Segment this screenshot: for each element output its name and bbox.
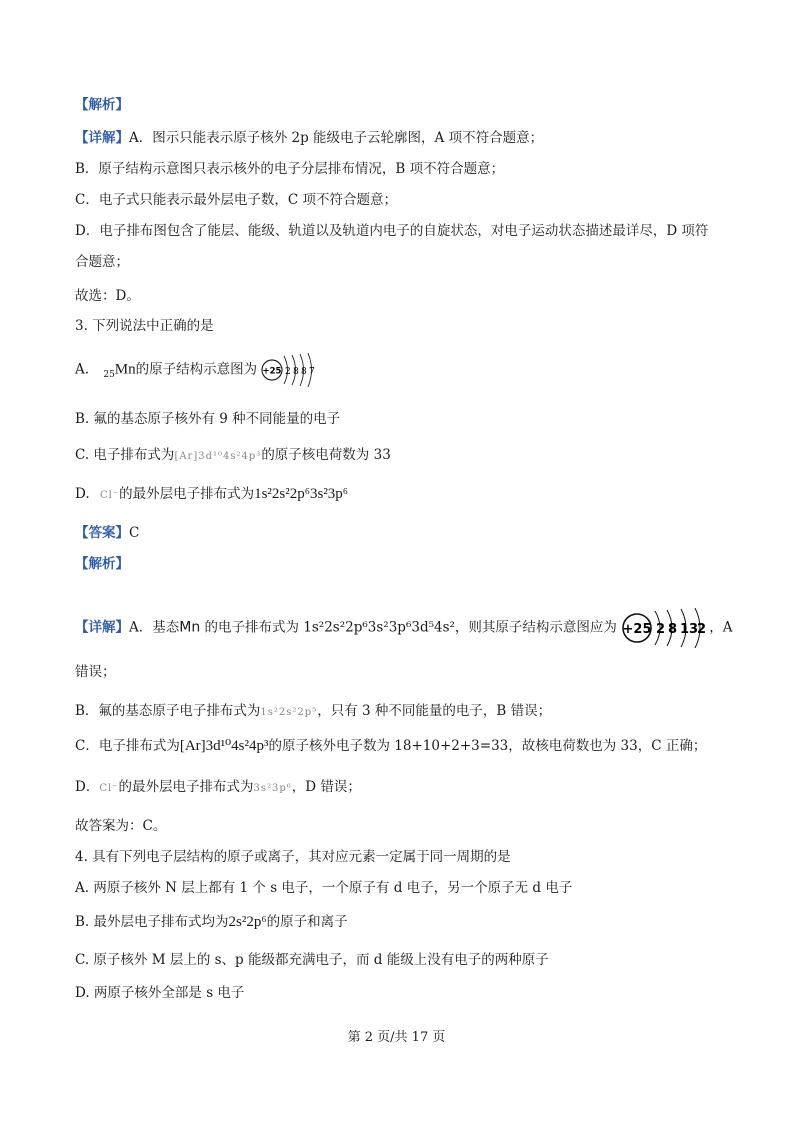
q3-a-shell-3: 8 xyxy=(301,367,308,377)
q3-detail-shell-4: 2 xyxy=(697,622,707,637)
q3-analysis-heading: 【解析】 xyxy=(75,556,129,572)
q3-detail-b xyxy=(75,701,551,723)
q3-detail-c-config-ar: [Ar] xyxy=(179,738,206,754)
q3-detail-d-text3: ，D 错误； xyxy=(291,779,361,795)
q3-detail-c-text1: C．电子排布式为 xyxy=(75,738,180,754)
q3-answer-value: C xyxy=(129,525,140,541)
q3-detail-a-end: ，A xyxy=(709,619,733,636)
q3-c-prefix: C. 电子排布式为 xyxy=(75,447,175,463)
q3-detail-a xyxy=(75,608,732,648)
detail-a xyxy=(75,128,543,148)
q3-detail-b-text2: ，只有 3 种不同能量的电子，B 错误； xyxy=(317,703,552,719)
detail-a-text: A．图示只能表示原子核外 2p 能级电子云轮廓图，A 项不符合题意； xyxy=(129,130,544,146)
q3-option-c xyxy=(75,445,391,467)
q3-detail-d xyxy=(75,777,361,799)
q4-b-suffix: 的原子和离子 xyxy=(266,914,348,930)
detail-conclusion: 故选：D。 xyxy=(75,288,140,304)
q3-c-config: [Ar]3d¹⁰4s²4p³ xyxy=(174,451,262,462)
q3-detail-shell-3: 13 xyxy=(680,622,699,637)
q3-a-shell-4: 7 xyxy=(309,367,316,377)
q3-a-prefix: A. xyxy=(75,361,90,378)
q3-detail-d-text2: 的最外层电子排布式为 xyxy=(118,779,254,795)
q3-answer xyxy=(75,523,139,543)
q4-option-c: C. 原子核外 M 层上的 s、p 能级都充满电子，而 d 能级上没有电子的两种原子 xyxy=(75,952,549,968)
q3-detail-a-wrong: 错误； xyxy=(75,664,116,680)
q3-detail-b-config: 1s²2s²2p⁵ xyxy=(260,707,318,718)
q3-detail-tag: 【详解】 xyxy=(75,619,129,636)
q3-a-shell-2: 8 xyxy=(293,367,300,377)
q3-conclusion: 故答案为：C。 xyxy=(75,818,167,834)
q3-detail-a-element: Mn xyxy=(179,619,201,636)
detail-tag: 【详解】 xyxy=(75,130,129,146)
q3-option-b: B. 氟的基态原子核外有 9 种不同能量的电子 xyxy=(75,411,341,427)
q3-stem: 3. 下列说法中正确的是 xyxy=(75,318,214,334)
q3-detail-c xyxy=(75,736,706,756)
q3-option-a xyxy=(75,352,323,388)
detail-c: C．电子式只能表示最外层电子数，C 项不符合题意； xyxy=(75,192,397,208)
q3-option-d xyxy=(75,484,348,506)
analysis-heading: 【解析】 xyxy=(75,97,129,113)
q3-c-suffix: 的原子核电荷数为 33 xyxy=(261,447,391,463)
q3-d-ion: Cl⁻ xyxy=(99,490,120,501)
page-footer: 第 2 页/共 17 页 xyxy=(347,1030,446,1045)
q3-answer-tag: 【答案】 xyxy=(75,525,129,541)
q4-option-b xyxy=(75,912,348,932)
q4-stem: 4. 具有下列电子层结构的原子或离子，其对应元素一定属于同一周期的是 xyxy=(75,849,511,865)
detail-d-line1: D．电子排布图包含了能层、能级、轨道以及轨道内电子的自旋状态，对电子运动状态描述最详尽，D 项符 xyxy=(75,223,709,239)
q3-detail-b-text1: B．氟的基态原子电子排布式为 xyxy=(75,703,261,719)
q3-detail-d-ion: Cl⁻ xyxy=(99,783,119,794)
q4-b-config: 2s²2p⁶ xyxy=(228,914,267,930)
q3-a-shell-1: 2 xyxy=(285,367,292,377)
q3-detail-c-text2: 的原子核外电子数为 18+10+2+3=33，故核电荷数也为 33，C 正确； xyxy=(268,738,707,754)
q3-d-prefix: D. xyxy=(75,486,90,502)
q4-b-prefix: B. 最外层电子排布式均为 xyxy=(75,914,229,930)
q3-detail-d-config: 3s²3p⁶ xyxy=(253,783,292,794)
q3-detail-shell-2: 8 xyxy=(668,622,678,637)
q3-detail-shell-1: 2 xyxy=(656,622,666,637)
q3-detail-a-text2: 的电子排布式为 1s²2s²2p⁶3s²3p⁶3d⁵4s²，则其原子结构示意图应为 xyxy=(204,619,617,636)
q3-detail-d-text1: D． xyxy=(75,779,100,795)
q3-a-element: Mn xyxy=(114,361,136,378)
q3-a-text: 的原子结构示意图为 xyxy=(135,361,258,378)
q3-detail-c-config-rest: 3d¹⁰4s²4p³ xyxy=(205,738,269,754)
q4-option-a: A. 两原子核外 N 层上都有 1 个 s 电子，一个原子有 d 电子，另一个原子无 d 电子 xyxy=(75,880,573,896)
q3-a-atomic-number: 25 xyxy=(103,370,115,381)
q3-detail-a-text1: A．基态 xyxy=(129,619,180,636)
q3-detail-nucleus: +25 xyxy=(622,622,652,637)
q4-option-d: D. 两原子核外全部是 s 电子 xyxy=(75,985,245,1001)
q3-a-nucleus: +25 xyxy=(262,366,282,377)
q3-a-structure-diagram xyxy=(261,352,323,388)
q3-d-mid: 的最外层电子排布式为 xyxy=(119,486,255,502)
detail-b: B．原子结构示意图只表示核外的电子分层排布情况，B 项不符合题意； xyxy=(75,161,505,177)
q3-d-config: 1s²2s²2p⁶3s²3p⁶ xyxy=(254,486,349,502)
q3-detail-structure-diagram xyxy=(621,608,709,648)
detail-d-line2: 合题意； xyxy=(75,254,129,270)
